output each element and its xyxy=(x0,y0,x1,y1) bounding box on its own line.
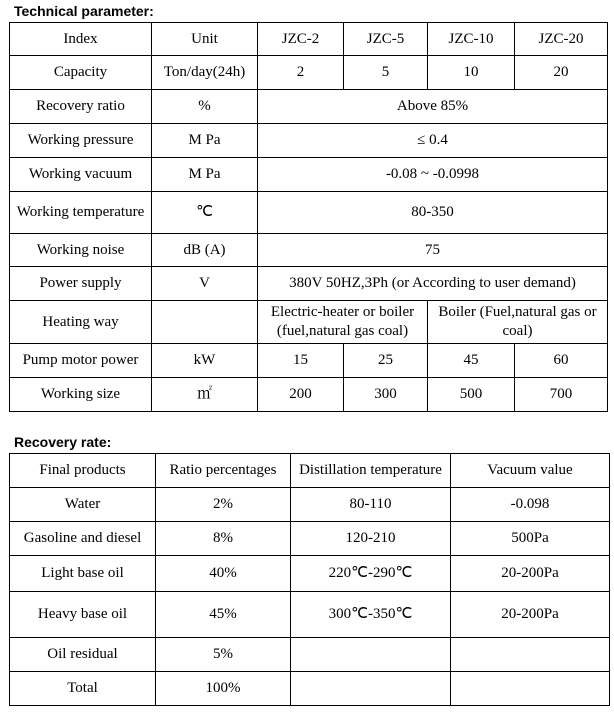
table-row xyxy=(10,192,608,234)
row-unit: ㎡ xyxy=(152,378,258,412)
table-row xyxy=(10,234,608,267)
table-header-row xyxy=(10,454,610,488)
table-row xyxy=(10,638,610,672)
cell-temperature xyxy=(291,638,451,672)
table-row xyxy=(10,267,608,301)
header-final-products: Final products xyxy=(10,454,156,488)
row-unit: V xyxy=(152,267,258,301)
cell-ratio: 40% xyxy=(156,556,291,592)
cell-vacuum xyxy=(451,638,610,672)
cell-value: 2 xyxy=(258,56,344,90)
cell-product: Gasoline and diesel xyxy=(10,522,156,556)
cell-temperature: 120-210 xyxy=(291,522,451,556)
table-row xyxy=(10,124,608,158)
cell-value: 10 xyxy=(428,56,515,90)
cell-value: 300 xyxy=(344,378,428,412)
header-model: JZC-20 xyxy=(515,23,608,56)
table-row xyxy=(10,672,610,706)
header-ratio: Ratio percentages xyxy=(156,454,291,488)
header-vacuum-value: Vacuum value xyxy=(451,454,610,488)
cell-product: Oil residual xyxy=(10,638,156,672)
cell-value: 15 xyxy=(258,344,344,378)
cell-value: 200 xyxy=(258,378,344,412)
row-label: Power supply xyxy=(10,267,152,301)
recovery-rate-table xyxy=(9,453,610,706)
header-distillation-temperature: Distillation temperature xyxy=(291,454,451,488)
cell-value: -0.08 ~ -0.0998 xyxy=(258,158,608,192)
row-unit: kW xyxy=(152,344,258,378)
row-label: Working size xyxy=(10,378,152,412)
table-header-row xyxy=(10,23,608,56)
cell-product: Light base oil xyxy=(10,556,156,592)
row-unit: ℃ xyxy=(152,192,258,234)
row-label: Working vacuum xyxy=(10,158,152,192)
cell-ratio: 2% xyxy=(156,488,291,522)
cell-vacuum: 20-200Pa xyxy=(451,592,610,638)
table-row xyxy=(10,378,608,412)
cell-vacuum: 500Pa xyxy=(451,522,610,556)
cell-value: Electric-heater or boiler (fuel,natural gas coal) xyxy=(258,301,428,344)
table-row xyxy=(10,522,610,556)
cell-value: 700 xyxy=(515,378,608,412)
cell-value: 60 xyxy=(515,344,608,378)
row-unit: M Pa xyxy=(152,124,258,158)
table-row xyxy=(10,344,608,378)
cell-value: 75 xyxy=(258,234,608,267)
row-label: Working temperature xyxy=(10,192,152,234)
cell-value: Above 85% xyxy=(258,90,608,124)
table-row xyxy=(10,90,608,124)
table-row xyxy=(10,158,608,192)
cell-value: 45 xyxy=(428,344,515,378)
cell-value: 380V 50HZ,3Ph (or According to user demand) xyxy=(258,267,608,301)
row-unit xyxy=(152,301,258,344)
row-label: Recovery ratio xyxy=(10,90,152,124)
cell-value: 5 xyxy=(344,56,428,90)
cell-value: 20 xyxy=(515,56,608,90)
cell-temperature: 300℃-350℃ xyxy=(291,592,451,638)
cell-vacuum: -0.098 xyxy=(451,488,610,522)
recovery-rate-heading: Recovery rate: xyxy=(14,434,112,450)
cell-temperature: 220℃-290℃ xyxy=(291,556,451,592)
header-model: JZC-10 xyxy=(428,23,515,56)
cell-product: Total xyxy=(10,672,156,706)
technical-parameter-heading: Technical parameter: xyxy=(14,3,154,19)
cell-ratio: 100% xyxy=(156,672,291,706)
cell-temperature xyxy=(291,672,451,706)
header-model: JZC-2 xyxy=(258,23,344,56)
row-label: Working pressure xyxy=(10,124,152,158)
cell-ratio: 45% xyxy=(156,592,291,638)
header-unit: Unit xyxy=(152,23,258,56)
table-row xyxy=(10,556,610,592)
cell-value: 80-350 xyxy=(258,192,608,234)
cell-value: Boiler (Fuel,natural gas or coal) xyxy=(428,301,608,344)
technical-parameter-table xyxy=(9,22,608,412)
table-row xyxy=(10,592,610,638)
row-label: Pump motor power xyxy=(10,344,152,378)
row-unit: % xyxy=(152,90,258,124)
cell-vacuum xyxy=(451,672,610,706)
cell-product: Heavy base oil xyxy=(10,592,156,638)
table-row xyxy=(10,56,608,90)
header-model: JZC-5 xyxy=(344,23,428,56)
cell-value: ≤ 0.4 xyxy=(258,124,608,158)
cell-ratio: 8% xyxy=(156,522,291,556)
cell-temperature: 80-110 xyxy=(291,488,451,522)
row-unit: Ton/day(24h) xyxy=(152,56,258,90)
row-unit: dB (A) xyxy=(152,234,258,267)
cell-ratio: 5% xyxy=(156,638,291,672)
row-label: Working noise xyxy=(10,234,152,267)
row-unit: M Pa xyxy=(152,158,258,192)
cell-value: 25 xyxy=(344,344,428,378)
row-label: Heating way xyxy=(10,301,152,344)
header-index: Index xyxy=(10,23,152,56)
cell-product: Water xyxy=(10,488,156,522)
cell-value: 500 xyxy=(428,378,515,412)
table-row xyxy=(10,301,608,344)
cell-vacuum: 20-200Pa xyxy=(451,556,610,592)
row-label: Capacity xyxy=(10,56,152,90)
table-row xyxy=(10,488,610,522)
